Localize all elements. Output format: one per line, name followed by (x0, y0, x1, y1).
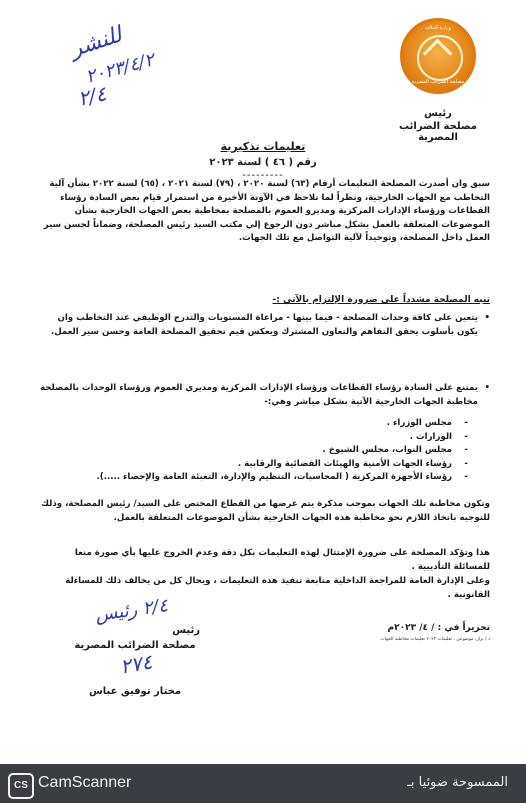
scanned-with-label: الممسوحة ضوئيا بـ (407, 775, 508, 790)
paragraph-correspondence: وتكون مخاطبة تلك الجهات بموجب مذكرة يتم عرضها من القطاع المختص على السيد/ رئيس المصلحة، وذلك للتوجيه باتخاذ اللازم نحو مخاطبة هذه الجهات الخارجية بشأن الموضوعات المتعلقة بالعمل. (41, 499, 490, 523)
signatory-name: مختار توفيق عباس (88, 686, 182, 697)
intro-paragraph: سبق وان أصدرت المصلحة التعليمات أرقام (٦٣) لسنة ٢٠٢٠ ، (٧٩) لسنة ٢٠٢١ ، (٦٥) لسنة ٢٠٢٢ بشأن آلية التخاطب مع الجهات الخارجية، ونظراً لما تلاحظ في الآونة الأخيرة من استمرار قيام بعض السادة رؤساء القطاعات ورؤساء الإدارات المركزية ومديرو العموم بالمصلحة بمخاطبة بعض الجهات الخارجية بشأن الموضوعات المتعلقة بالعمل بشكل مباشر دون الرجوع إلي مكتب السيد رئيس المصلحة، وضماناً لحسن سير العمل داخل المصلحة، وتوحيداً لآلية التواصل مع تلك الجهات. (43, 179, 490, 243)
external-entities-list (38, 417, 468, 485)
paragraph-audit: وعلى الإدارة العامة للمراجعة الداخلية متابعة تنفيذ هذه التعليمات ، ويحال كل من يخالف ذلك للمساءلة القانونية . (65, 576, 490, 600)
bullet-list-2 (38, 382, 490, 409)
list-item: • يمتنع على السادة رؤساء القطاعات ورؤساء الإدارات المركزية ومديري العموم ورؤساء الوحدات بالمصلحة مخاطبة الجهات الخارجية الآتية بشكل مباشر وهي:- (38, 382, 490, 409)
handwritten-note-1: للنشر (67, 22, 125, 63)
notice-heading: تنبه المصلحة مشدداً على ضرورة الإلتزام بالآتي :- (272, 295, 490, 305)
bullet-list-1 (38, 312, 490, 339)
list-item: - مجلس النواب، مجلس الشيوخ . (38, 444, 468, 458)
signature-scrawl-2: ٢٧٤ (118, 649, 155, 679)
title-divider: --------- (242, 170, 284, 181)
signature-scrawl-1: ٢/٤ رئيس (93, 595, 170, 626)
list-item: • يتعين على كافة وحدات المصلحة - فيما بينها - مراعاة المستويات والتدرج الوظيفي عند التخاطب وان يكون بأسلوب يحقق التفاهم والتعاون المشترك ويعكس قيم تحقيق المصلحة العامة وحسن سير العمل. (38, 312, 490, 339)
header-title: رئيس (424, 108, 452, 119)
signature-organization: مصلحة الضرائب المصرية (74, 640, 196, 651)
header-subtitle: مصلحة الضرائب المصرية (399, 121, 477, 143)
camscanner-app-name: CamScanner (38, 774, 132, 791)
list-item: - الوزارات . (38, 431, 468, 445)
file-reference: د / بزاز، موضوعي ، تعليمات ٢٠٢٣ تعليمات مخاطبة الجهات (380, 637, 490, 642)
issue-date: تحريراً في : / ٤/ ٢٠٢٣م (387, 623, 490, 633)
header-block (390, 18, 486, 143)
paragraph-compliance: هذا وتؤكد المصلحة على ضرورة الإمتثال لهذه التعليمات بكل دقة وعدم الخروج عليها بأي صورة منعا للمسائلة التأديبية . (74, 548, 490, 572)
handwritten-note-3: ٢/٤ (75, 81, 109, 111)
logo-top-text: وزارة المالية (425, 25, 451, 31)
document-title: تعليمات تذكيرية (220, 140, 306, 153)
list-item: - رؤساء الأجهزة المركزية ( المحاسبات، التنظيم والإدارة، التعبئة العامة والإحصاء .....). (38, 471, 468, 485)
handwritten-note-2: ٢٠٢٣/٤/٢ (83, 49, 157, 88)
tax-authority-logo-icon (400, 18, 476, 94)
list-item: - مجلس الوزراء . (38, 417, 468, 431)
camscanner-footer (0, 764, 526, 803)
document-number: رقم ( ٤٦ ) لسنة ٢٠٢٣ (209, 157, 317, 168)
list-item: - رؤساء الجهات الأمنية والهيئات القضائية والرقابية . (38, 458, 468, 472)
signature-title: رئيس (172, 625, 200, 636)
camscanner-logo-icon: CS (8, 773, 34, 799)
logo-bottom-text: مصلحة الضرائب المصرية (411, 79, 465, 85)
title-block (0, 140, 526, 181)
